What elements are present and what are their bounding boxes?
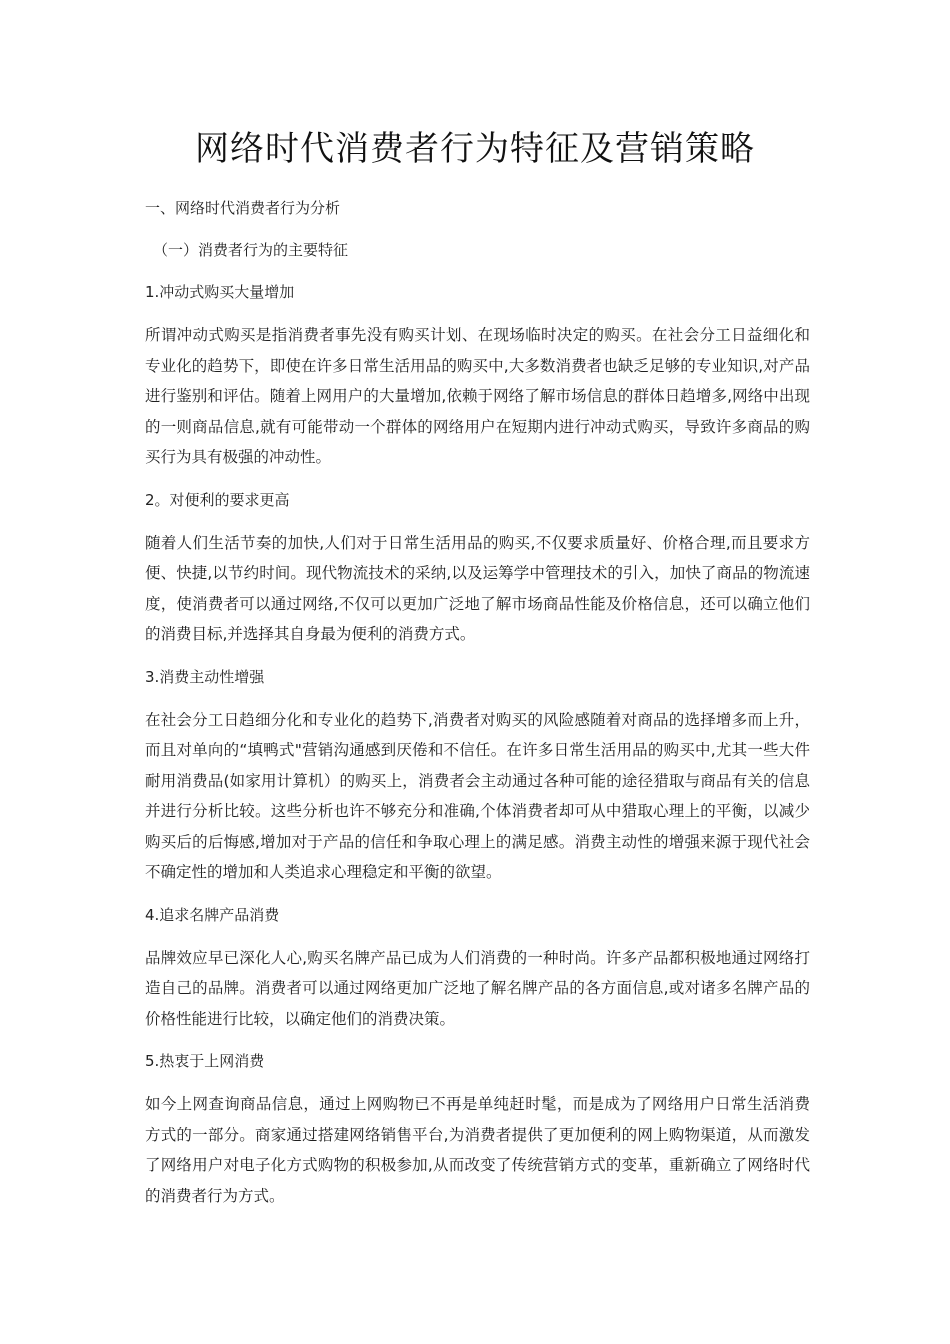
document-title: 网络时代消费者行为特征及营销策略 bbox=[195, 129, 755, 169]
item-paragraph-3: 在社会分工日趋细分化和专业化的趋势下,消费者对购买的风险感随着对商品的选择增多而上升，而且对单向的“填鸭式"营销沟通感到厌倦和不信任。在许多日常生活用品的购买中,尤其一些大件耐用消费品(如家用计算机）的购买上，消费者会主动通过各种可能的途径猎取与商品有关的信息并进行分析比较。这些分析也许不够充分和准确,个体消费者却可从中猎取心理上的平衡，以减少购买后的后悔感,增加对于产品的信任和争取心理上的满足感。消费主动性的增强来源于现代社会不确定性的增加和人类追求心理稳定和平衡的欲望。 bbox=[145, 710, 810, 881]
section-heading: 一、网络时代消费者行为分析 bbox=[145, 199, 341, 217]
subsection-heading: （一）消费者行为的主要特征 bbox=[153, 241, 349, 259]
item-paragraph-4: 品牌效应早已深化人心,购买名牌产品已成为人们消费的一种时尚。许多产品都积极地通过网络打造自己的品牌。消费者可以通过网络更加广泛地了解名牌产品的各方面信息,或对诸多名牌产品的价格性能进行比较，以确定他们的消费决策。 bbox=[145, 948, 810, 1028]
item-paragraph-5: 如今上网查询商品信息，通过上网购物已不再是单纯赶时髦，而是成为了网络用户日常生活消费方式的一部分。商家通过搭建网络销售平台,为消费者提供了更加便利的网上购物渠道，从而激发了网络用户对电子化方式购物的积极参加,从而改变了传统营销方式的变革，重新确立了网络时代的消费者行为方式。 bbox=[145, 1095, 810, 1205]
item-heading-1: 1.冲动式购买大量增加 bbox=[145, 283, 295, 301]
item-heading-4: 4.追求名牌产品消费 bbox=[145, 905, 280, 924]
item-paragraph-1: 所谓冲动式购买是指消费者事先没有购买计划、在现场临时决定的购买。在社会分工日益细化和专业化的趋势下，即使在许多日常生活用品的购买中,大多数消费者也缺乏足够的专业知识,对产品进行鉴别和评估。随着上网用户的大量增加,依赖于网络了解市场信息的群体日趋增多,网络中出现的一则商品信息,就有可能带动一个群体的网络用户在短期内进行冲动式购买，导致许多商品的购买行为具有极强的冲动性。 bbox=[145, 326, 810, 466]
item-paragraph-2: 随着人们生活节奏的加快,人们对于日常生活用品的购买,不仅要求质量好、价格合理,而且要求方便、快捷,以节约时间。现代物流技术的采纳,以及运筹学中管理技术的引入，加快了商品的物流速度，使消费者可以通过网络,不仅可以更加广泛地了解市场商品性能及价格信息，还可以确立他们的消费目标,并选择其自身最为便利的消费方式。 bbox=[145, 533, 810, 643]
item-heading-5: 5.热衷于上网消费 bbox=[145, 1052, 265, 1070]
item-heading-2: 2。对便利的要求更高 bbox=[145, 490, 290, 509]
document-body bbox=[145, 194, 810, 1224]
item-heading-3: 3.消费主动性增强 bbox=[145, 667, 265, 686]
